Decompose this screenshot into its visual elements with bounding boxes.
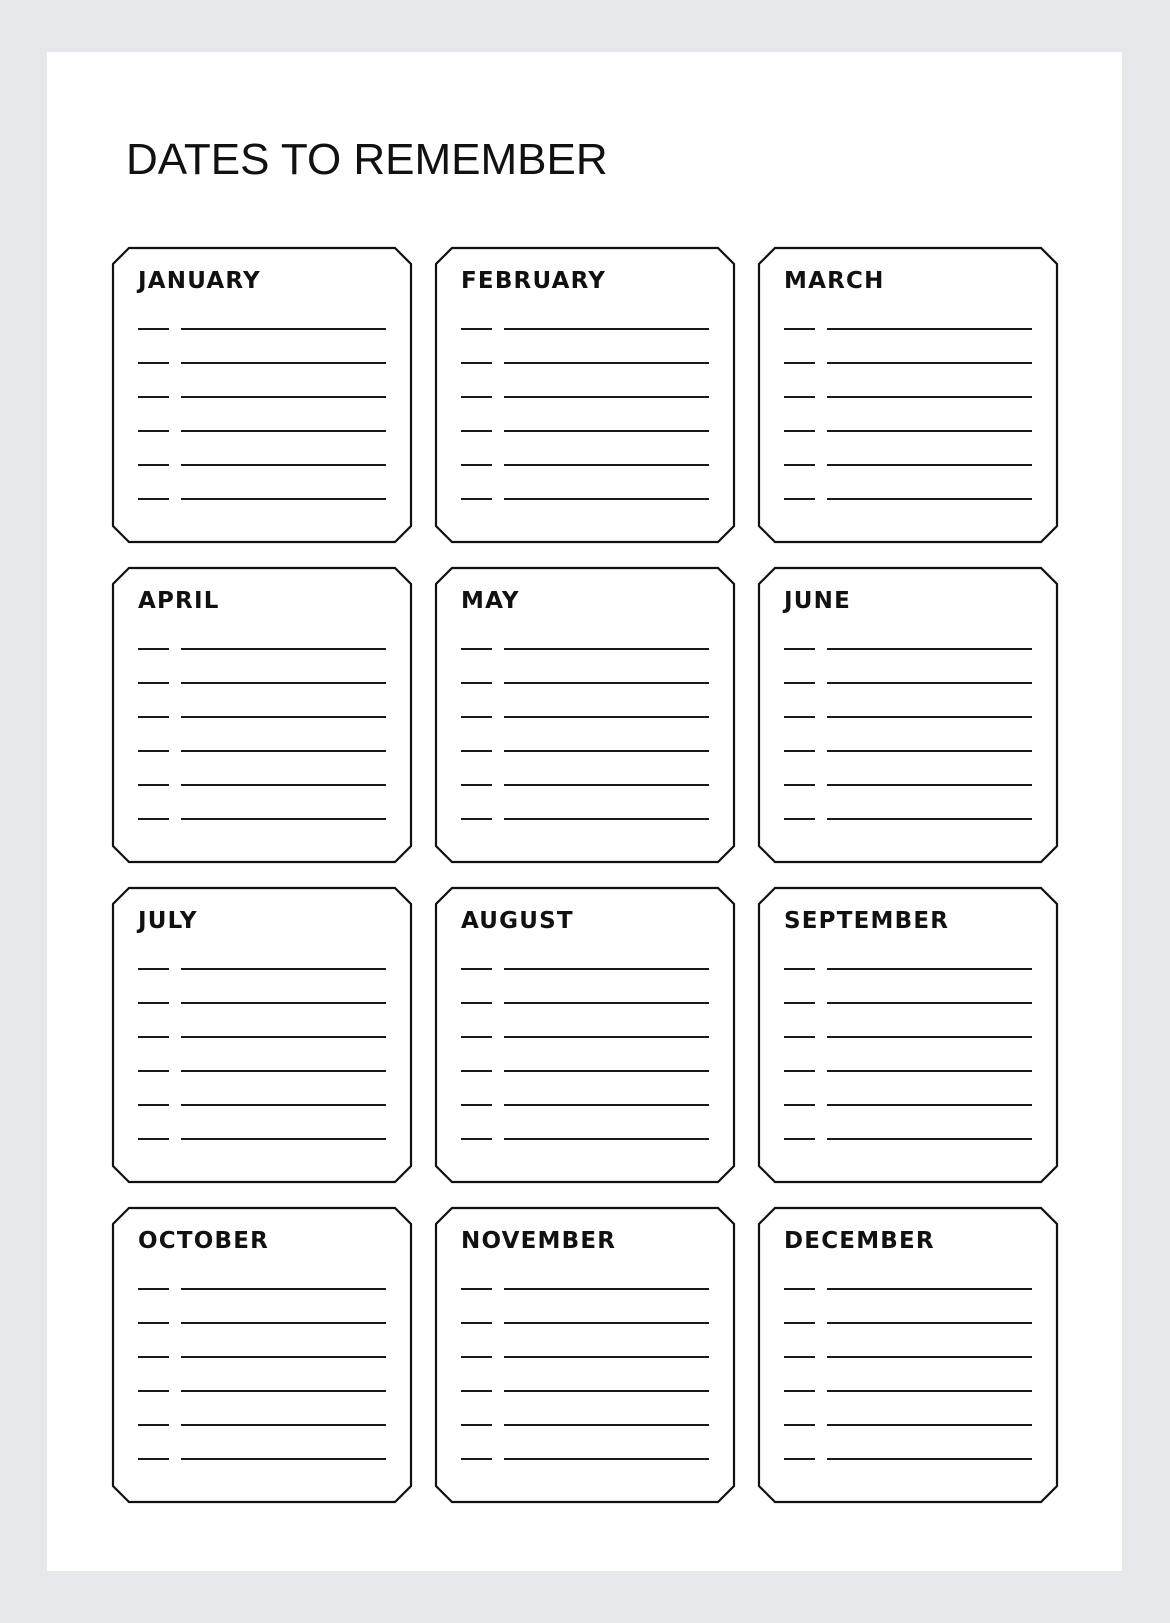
entry-line[interactable]: [461, 1070, 709, 1072]
event-blank[interactable]: [827, 396, 1032, 398]
day-blank[interactable]: [461, 968, 492, 970]
event-blank[interactable]: [181, 716, 386, 718]
event-blank[interactable]: [181, 1390, 386, 1392]
day-blank[interactable]: [138, 362, 169, 364]
day-blank[interactable]: [138, 498, 169, 500]
entry-line[interactable]: [461, 1458, 709, 1460]
day-blank[interactable]: [784, 1322, 815, 1324]
event-blank[interactable]: [181, 1424, 386, 1426]
month-name: DECEMBER: [784, 1228, 935, 1254]
entry-line[interactable]: [138, 1138, 386, 1140]
event-blank[interactable]: [504, 328, 709, 330]
day-blank[interactable]: [138, 1356, 169, 1358]
entry-line[interactable]: [461, 648, 709, 650]
event-blank[interactable]: [181, 1070, 386, 1072]
event-blank[interactable]: [827, 1138, 1032, 1140]
day-blank[interactable]: [461, 648, 492, 650]
event-blank[interactable]: [827, 498, 1032, 500]
entry-line[interactable]: [138, 818, 386, 820]
entry-line[interactable]: [138, 648, 386, 650]
entry-line[interactable]: [461, 1104, 709, 1106]
entry-line[interactable]: [784, 1002, 1032, 1004]
entry-line[interactable]: [138, 396, 386, 398]
entry-line[interactable]: [461, 328, 709, 330]
event-blank[interactable]: [827, 682, 1032, 684]
day-blank[interactable]: [138, 464, 169, 466]
month-card-august: [435, 887, 735, 1183]
event-blank[interactable]: [504, 1104, 709, 1106]
entry-line[interactable]: [784, 498, 1032, 500]
month-card-july: [112, 887, 412, 1183]
day-blank[interactable]: [138, 1138, 169, 1140]
entry-line[interactable]: [138, 1070, 386, 1072]
day-blank[interactable]: [784, 498, 815, 500]
entry-line[interactable]: [138, 464, 386, 466]
entry-line[interactable]: [461, 682, 709, 684]
event-blank[interactable]: [181, 328, 386, 330]
day-blank[interactable]: [138, 968, 169, 970]
day-blank[interactable]: [138, 1322, 169, 1324]
entry-line[interactable]: [461, 498, 709, 500]
day-blank[interactable]: [784, 1036, 815, 1038]
entry-line[interactable]: [784, 716, 1032, 718]
entry-line[interactable]: [784, 1458, 1032, 1460]
day-blank[interactable]: [138, 682, 169, 684]
event-blank[interactable]: [181, 1356, 386, 1358]
entry-line[interactable]: [138, 362, 386, 364]
entry-line[interactable]: [784, 362, 1032, 364]
event-blank[interactable]: [181, 396, 386, 398]
entry-line[interactable]: [784, 1356, 1032, 1358]
day-blank[interactable]: [784, 430, 815, 432]
entry-line[interactable]: [461, 1356, 709, 1358]
day-blank[interactable]: [138, 328, 169, 330]
entry-line[interactable]: [784, 1424, 1032, 1426]
event-blank[interactable]: [827, 784, 1032, 786]
day-blank[interactable]: [784, 818, 815, 820]
day-blank[interactable]: [461, 1288, 492, 1290]
event-blank[interactable]: [504, 682, 709, 684]
event-blank[interactable]: [827, 362, 1032, 364]
entry-line[interactable]: [784, 648, 1032, 650]
day-blank[interactable]: [138, 1390, 169, 1392]
month-name: MAY: [461, 588, 520, 614]
entry-line[interactable]: [784, 430, 1032, 432]
day-blank[interactable]: [138, 1002, 169, 1004]
entry-line[interactable]: [138, 1002, 386, 1004]
day-blank[interactable]: [138, 430, 169, 432]
event-blank[interactable]: [181, 968, 386, 970]
entry-line[interactable]: [138, 750, 386, 752]
day-blank[interactable]: [461, 1322, 492, 1324]
entry-line[interactable]: [138, 1288, 386, 1290]
entry-line[interactable]: [784, 968, 1032, 970]
event-blank[interactable]: [504, 1390, 709, 1392]
event-blank[interactable]: [827, 430, 1032, 432]
entry-line[interactable]: [461, 1002, 709, 1004]
day-blank[interactable]: [784, 1356, 815, 1358]
event-blank[interactable]: [827, 1458, 1032, 1460]
event-blank[interactable]: [827, 1104, 1032, 1106]
month-name: OCTOBER: [138, 1228, 270, 1254]
day-blank[interactable]: [461, 498, 492, 500]
event-blank[interactable]: [181, 1036, 386, 1038]
day-blank[interactable]: [461, 1002, 492, 1004]
month-name: JANUARY: [138, 268, 261, 294]
day-blank[interactable]: [784, 1390, 815, 1392]
day-blank[interactable]: [784, 1458, 815, 1460]
month-card-december: [758, 1207, 1058, 1503]
event-blank[interactable]: [827, 464, 1032, 466]
month-card-february: [435, 247, 735, 543]
month-card-january: [112, 247, 412, 543]
event-blank[interactable]: [181, 818, 386, 820]
day-blank[interactable]: [138, 1458, 169, 1460]
entry-line[interactable]: [784, 396, 1032, 398]
event-blank[interactable]: [827, 968, 1032, 970]
day-blank[interactable]: [784, 784, 815, 786]
entry-line[interactable]: [784, 1070, 1032, 1072]
event-blank[interactable]: [827, 1288, 1032, 1290]
day-blank[interactable]: [461, 1070, 492, 1072]
entry-line[interactable]: [461, 1424, 709, 1426]
event-blank[interactable]: [504, 362, 709, 364]
month-card-october: [112, 1207, 412, 1503]
event-blank[interactable]: [181, 430, 386, 432]
day-blank[interactable]: [461, 396, 492, 398]
event-blank[interactable]: [504, 1070, 709, 1072]
day-blank[interactable]: [138, 396, 169, 398]
month-name: APRIL: [138, 588, 220, 614]
month-name: NOVEMBER: [461, 1228, 617, 1254]
day-blank[interactable]: [138, 1036, 169, 1038]
day-blank[interactable]: [461, 1036, 492, 1038]
event-blank[interactable]: [181, 648, 386, 650]
day-blank[interactable]: [784, 1070, 815, 1072]
entry-line[interactable]: [784, 1288, 1032, 1290]
day-blank[interactable]: [138, 750, 169, 752]
event-blank[interactable]: [181, 1138, 386, 1140]
day-blank[interactable]: [784, 464, 815, 466]
day-blank[interactable]: [784, 362, 815, 364]
entry-line[interactable]: [138, 1104, 386, 1106]
event-blank[interactable]: [504, 1138, 709, 1140]
event-blank[interactable]: [827, 1390, 1032, 1392]
event-blank[interactable]: [504, 1356, 709, 1358]
day-blank[interactable]: [784, 750, 815, 752]
month-card-april: [112, 567, 412, 863]
event-blank[interactable]: [181, 1002, 386, 1004]
entry-line[interactable]: [138, 1356, 386, 1358]
day-blank[interactable]: [784, 396, 815, 398]
day-blank[interactable]: [784, 648, 815, 650]
event-blank[interactable]: [504, 1288, 709, 1290]
month-card-may: [435, 567, 735, 863]
day-blank[interactable]: [461, 328, 492, 330]
entry-line[interactable]: [138, 1390, 386, 1392]
event-blank[interactable]: [181, 750, 386, 752]
event-blank[interactable]: [181, 1104, 386, 1106]
day-blank[interactable]: [461, 818, 492, 820]
day-blank[interactable]: [138, 1424, 169, 1426]
entry-line[interactable]: [138, 1036, 386, 1038]
day-blank[interactable]: [461, 362, 492, 364]
entry-line[interactable]: [784, 1138, 1032, 1140]
entry-line[interactable]: [784, 1322, 1032, 1324]
entry-line[interactable]: [461, 1138, 709, 1140]
month-card-march: [758, 247, 1058, 543]
day-blank[interactable]: [784, 682, 815, 684]
event-blank[interactable]: [827, 1424, 1032, 1426]
day-blank[interactable]: [784, 1424, 815, 1426]
entry-line[interactable]: [461, 784, 709, 786]
event-blank[interactable]: [504, 1322, 709, 1324]
month-name: AUGUST: [461, 908, 574, 934]
month-name: JUNE: [784, 588, 851, 614]
day-blank[interactable]: [138, 716, 169, 718]
event-blank[interactable]: [504, 784, 709, 786]
entry-line[interactable]: [138, 430, 386, 432]
entry-line[interactable]: [138, 498, 386, 500]
day-blank[interactable]: [461, 464, 492, 466]
event-blank[interactable]: [504, 1002, 709, 1004]
event-blank[interactable]: [181, 362, 386, 364]
entry-line[interactable]: [138, 716, 386, 718]
event-blank[interactable]: [827, 750, 1032, 752]
event-blank[interactable]: [504, 1036, 709, 1038]
event-blank[interactable]: [181, 498, 386, 500]
day-blank[interactable]: [461, 430, 492, 432]
day-blank[interactable]: [138, 1104, 169, 1106]
day-blank[interactable]: [461, 1104, 492, 1106]
event-blank[interactable]: [504, 818, 709, 820]
event-blank[interactable]: [827, 648, 1032, 650]
entry-line[interactable]: [461, 818, 709, 820]
day-blank[interactable]: [784, 1002, 815, 1004]
entry-line[interactable]: [461, 362, 709, 364]
entry-line[interactable]: [461, 464, 709, 466]
event-blank[interactable]: [504, 464, 709, 466]
day-blank[interactable]: [461, 784, 492, 786]
entry-line[interactable]: [461, 716, 709, 718]
day-blank[interactable]: [784, 716, 815, 718]
entry-line[interactable]: [461, 1390, 709, 1392]
event-blank[interactable]: [504, 716, 709, 718]
month-card-june: [758, 567, 1058, 863]
day-blank[interactable]: [138, 818, 169, 820]
day-blank[interactable]: [461, 1390, 492, 1392]
entry-line[interactable]: [138, 682, 386, 684]
entry-line[interactable]: [784, 818, 1032, 820]
month-name: JULY: [138, 908, 198, 934]
event-blank[interactable]: [181, 1322, 386, 1324]
month-name: FEBRUARY: [461, 268, 607, 294]
event-blank[interactable]: [181, 784, 386, 786]
event-blank[interactable]: [504, 396, 709, 398]
event-blank[interactable]: [827, 818, 1032, 820]
month-card-november: [435, 1207, 735, 1503]
entry-line[interactable]: [138, 1322, 386, 1324]
entry-line[interactable]: [784, 464, 1032, 466]
entry-line[interactable]: [784, 682, 1032, 684]
day-blank[interactable]: [138, 1288, 169, 1290]
event-blank[interactable]: [504, 430, 709, 432]
event-blank[interactable]: [827, 328, 1032, 330]
entry-line[interactable]: [461, 1036, 709, 1038]
entry-line[interactable]: [784, 1390, 1032, 1392]
entry-line[interactable]: [461, 750, 709, 752]
entry-line[interactable]: [138, 968, 386, 970]
entry-line[interactable]: [138, 328, 386, 330]
entry-line[interactable]: [784, 1036, 1032, 1038]
month-name: SEPTEMBER: [784, 908, 950, 934]
day-blank[interactable]: [138, 648, 169, 650]
month-card-september: [758, 887, 1058, 1183]
event-blank[interactable]: [181, 1288, 386, 1290]
event-blank[interactable]: [181, 464, 386, 466]
day-blank[interactable]: [784, 1138, 815, 1140]
event-blank[interactable]: [181, 1458, 386, 1460]
day-blank[interactable]: [461, 682, 492, 684]
day-blank[interactable]: [461, 1356, 492, 1358]
entry-line[interactable]: [461, 968, 709, 970]
page-title: DATES TO REMEMBER: [126, 135, 608, 184]
entry-line[interactable]: [138, 1458, 386, 1460]
entry-line[interactable]: [138, 784, 386, 786]
entry-line[interactable]: [461, 1288, 709, 1290]
entry-line[interactable]: [784, 750, 1032, 752]
event-blank[interactable]: [827, 716, 1032, 718]
event-blank[interactable]: [504, 648, 709, 650]
event-blank[interactable]: [504, 1458, 709, 1460]
event-blank[interactable]: [504, 750, 709, 752]
event-blank[interactable]: [827, 1036, 1032, 1038]
event-blank[interactable]: [504, 1424, 709, 1426]
day-blank[interactable]: [784, 328, 815, 330]
day-blank[interactable]: [784, 1104, 815, 1106]
entry-line[interactable]: [784, 784, 1032, 786]
day-blank[interactable]: [461, 1138, 492, 1140]
event-blank[interactable]: [504, 498, 709, 500]
day-blank[interactable]: [461, 716, 492, 718]
event-blank[interactable]: [827, 1356, 1032, 1358]
day-blank[interactable]: [461, 1424, 492, 1426]
event-blank[interactable]: [827, 1002, 1032, 1004]
month-name: MARCH: [784, 268, 885, 294]
entry-line[interactable]: [461, 430, 709, 432]
day-blank[interactable]: [784, 968, 815, 970]
entry-line[interactable]: [784, 1104, 1032, 1106]
entry-line[interactable]: [461, 396, 709, 398]
event-blank[interactable]: [504, 968, 709, 970]
day-blank[interactable]: [784, 1288, 815, 1290]
entry-line[interactable]: [138, 1424, 386, 1426]
day-blank[interactable]: [461, 750, 492, 752]
day-blank[interactable]: [138, 784, 169, 786]
entry-line[interactable]: [461, 1322, 709, 1324]
day-blank[interactable]: [461, 1458, 492, 1460]
event-blank[interactable]: [827, 1322, 1032, 1324]
event-blank[interactable]: [827, 1070, 1032, 1072]
day-blank[interactable]: [138, 1070, 169, 1072]
entry-line[interactable]: [784, 328, 1032, 330]
event-blank[interactable]: [181, 682, 386, 684]
